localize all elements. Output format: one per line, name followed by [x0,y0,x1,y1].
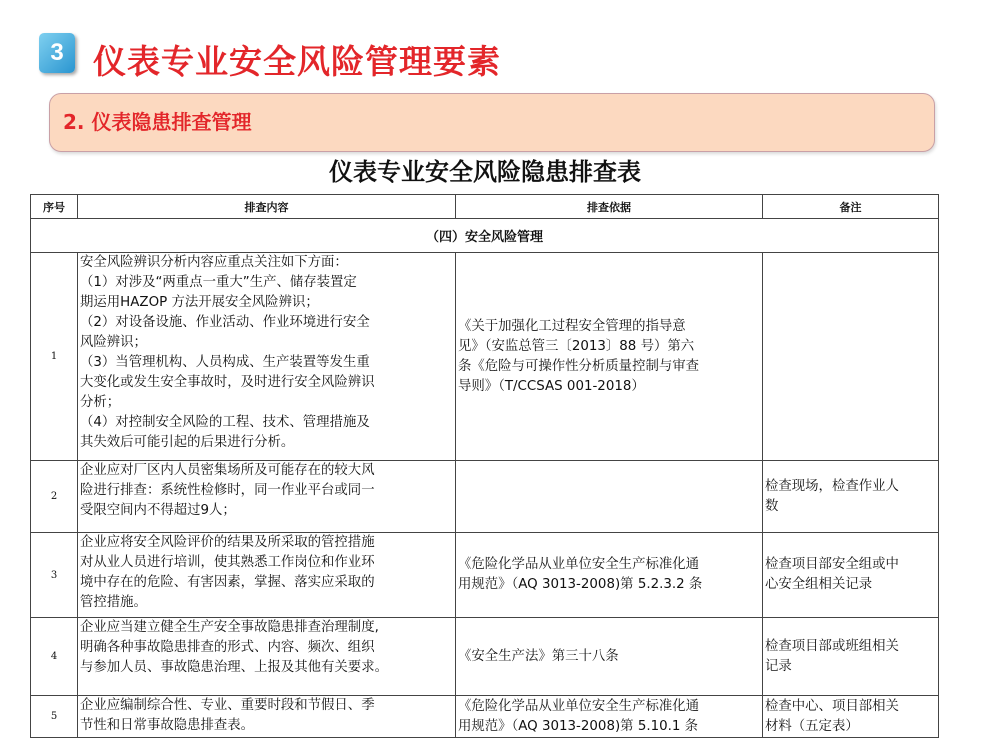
cell-text-line: 用规范》（AQ 3013-2008)第 5.2.3.2 条 [458,577,703,592]
cell-text-line: 明确各种事故隐患排查的形式、内容、频次、组织 [80,640,375,655]
cell-text-line: 检查项目部或班组相关 [765,638,899,654]
row-remark [763,253,939,461]
row-content [78,253,456,461]
cell-text-line: （2）对设备设施、作业活动、作业环境进行安全 [80,315,370,330]
cell-text-line: 境中存在的危险、有害因素，掌握、落实应采取的 [80,575,375,590]
cell-text-line: 检查现场，检查作业人 [765,478,899,494]
cell-text-line: 用规范》（AQ 3013-2008)第 5.10.1 条 [458,718,699,734]
cell-text-line: 大变化或发生安全事故时，及时进行安全风险辨识 [80,375,375,390]
table-header-row [31,195,939,219]
cell-text-line: 期运用HAZOP 方法开展安全风险辨识； [80,295,319,310]
row-number: 1 [31,253,78,461]
page-title: 仪表专业安全风险管理要素 [93,42,501,81]
row-number: 2 [31,461,78,533]
row-basis [456,533,763,618]
cell-text-line: （4）对控制安全风险的工程、技术、管理措施及 [80,415,370,430]
cell-text-line: 管控措施。 [80,595,147,610]
row-number: 3 [31,533,78,618]
row-number: 5 [31,696,78,738]
cell-text-line: 导则》（T/CCSAS 001-2018） [458,378,645,394]
cell-text-line: 企业应将安全风险评价的结果及所采取的管控措施 [80,535,375,550]
cell-text-line: 企业应当建立健全生产安全事故隐患排查治理制度, [80,620,379,635]
cell-text-line: 《危险化学品从业单位安全生产标准化通 [458,698,700,714]
row-number: 4 [31,618,78,696]
table-row [31,618,939,696]
column-header-remark: 备注 [763,195,939,219]
table-row [31,253,939,461]
section-heading: 2. 仪表隐患排查管理 [63,110,252,134]
row-content [78,461,456,533]
cell-text-line: （3）当管理机构、人员构成、生产装置等发生重 [80,355,370,370]
cell-text-line: 受限空间内不得超过9人； [80,503,236,518]
cell-text-line: 与参加人员、事故隐患治理、上报及其他有关要求。 [80,660,388,675]
cell-text-line: 分析； [80,395,121,410]
risk-inspection-table [30,194,939,738]
cell-text-line: 其失效后可能引起的后果进行分析。 [80,435,295,450]
row-basis [456,696,763,738]
cell-text-line: 材料（五定表） [765,718,859,734]
cell-text-line: 《关于加强化工过程安全管理的指导意 [458,318,686,334]
table-title: 仪表专业安全风险隐患排查表 [329,158,641,186]
cell-text-line: 企业应编制综合性、专业、重要时段和节假日、季 [80,698,375,713]
cell-text-line: 企业应对厂区内人员密集场所及可能存在的较大风 [80,463,375,478]
cell-text-line: （1）对涉及“两重点一重大”生产、储存装置定 [80,275,357,290]
cell-text-line: 险进行排查：系统性检修时，同一作业平台或同一 [80,483,375,498]
cell-text-line: 心安全组相关记录 [765,577,873,592]
section-number-badge: 3 [39,33,75,73]
table-row [31,461,939,533]
row-remark [763,533,939,618]
cell-text-line: 节性和日常事故隐患排查表。 [80,718,255,733]
column-header-content: 排查内容 [78,195,456,219]
row-remark [763,461,939,533]
row-basis [456,461,763,533]
cell-text-line: 安全风险辨识分析内容应重点关注如下方面： [80,255,348,270]
cell-text-line: 风险辨识； [80,335,147,350]
cell-text-line: 条《危险与可操作性分析质量控制与审查 [458,358,700,374]
row-remark [763,618,939,696]
row-content [78,618,456,696]
section-row-label: （四）安全风险管理 [31,219,939,253]
table-row [31,696,939,738]
row-basis [456,253,763,461]
cell-text-line: 检查中心、项目部相关 [765,698,899,714]
column-header-basis: 排查依据 [456,195,763,219]
section-row [31,219,939,253]
table-row [31,533,939,618]
row-remark [763,696,939,738]
cell-text-line: 《安全生产法》第三十八条 [458,648,619,664]
cell-text-line: 见》（安监总管三〔2013〕88 号）第六 [458,338,695,354]
row-content [78,533,456,618]
row-basis [456,618,763,696]
row-content [78,696,456,738]
cell-text-line: 对从业人员进行培训，使其熟悉工作岗位和作业环 [80,555,375,570]
cell-text-line: 数 [765,498,779,514]
cell-text-line: 《危险化学品从业单位安全生产标准化通 [458,557,700,572]
column-header-no: 序号 [31,195,78,219]
cell-text-line: 检查项目部安全组或中 [765,557,899,572]
cell-text-line: 记录 [765,658,792,674]
